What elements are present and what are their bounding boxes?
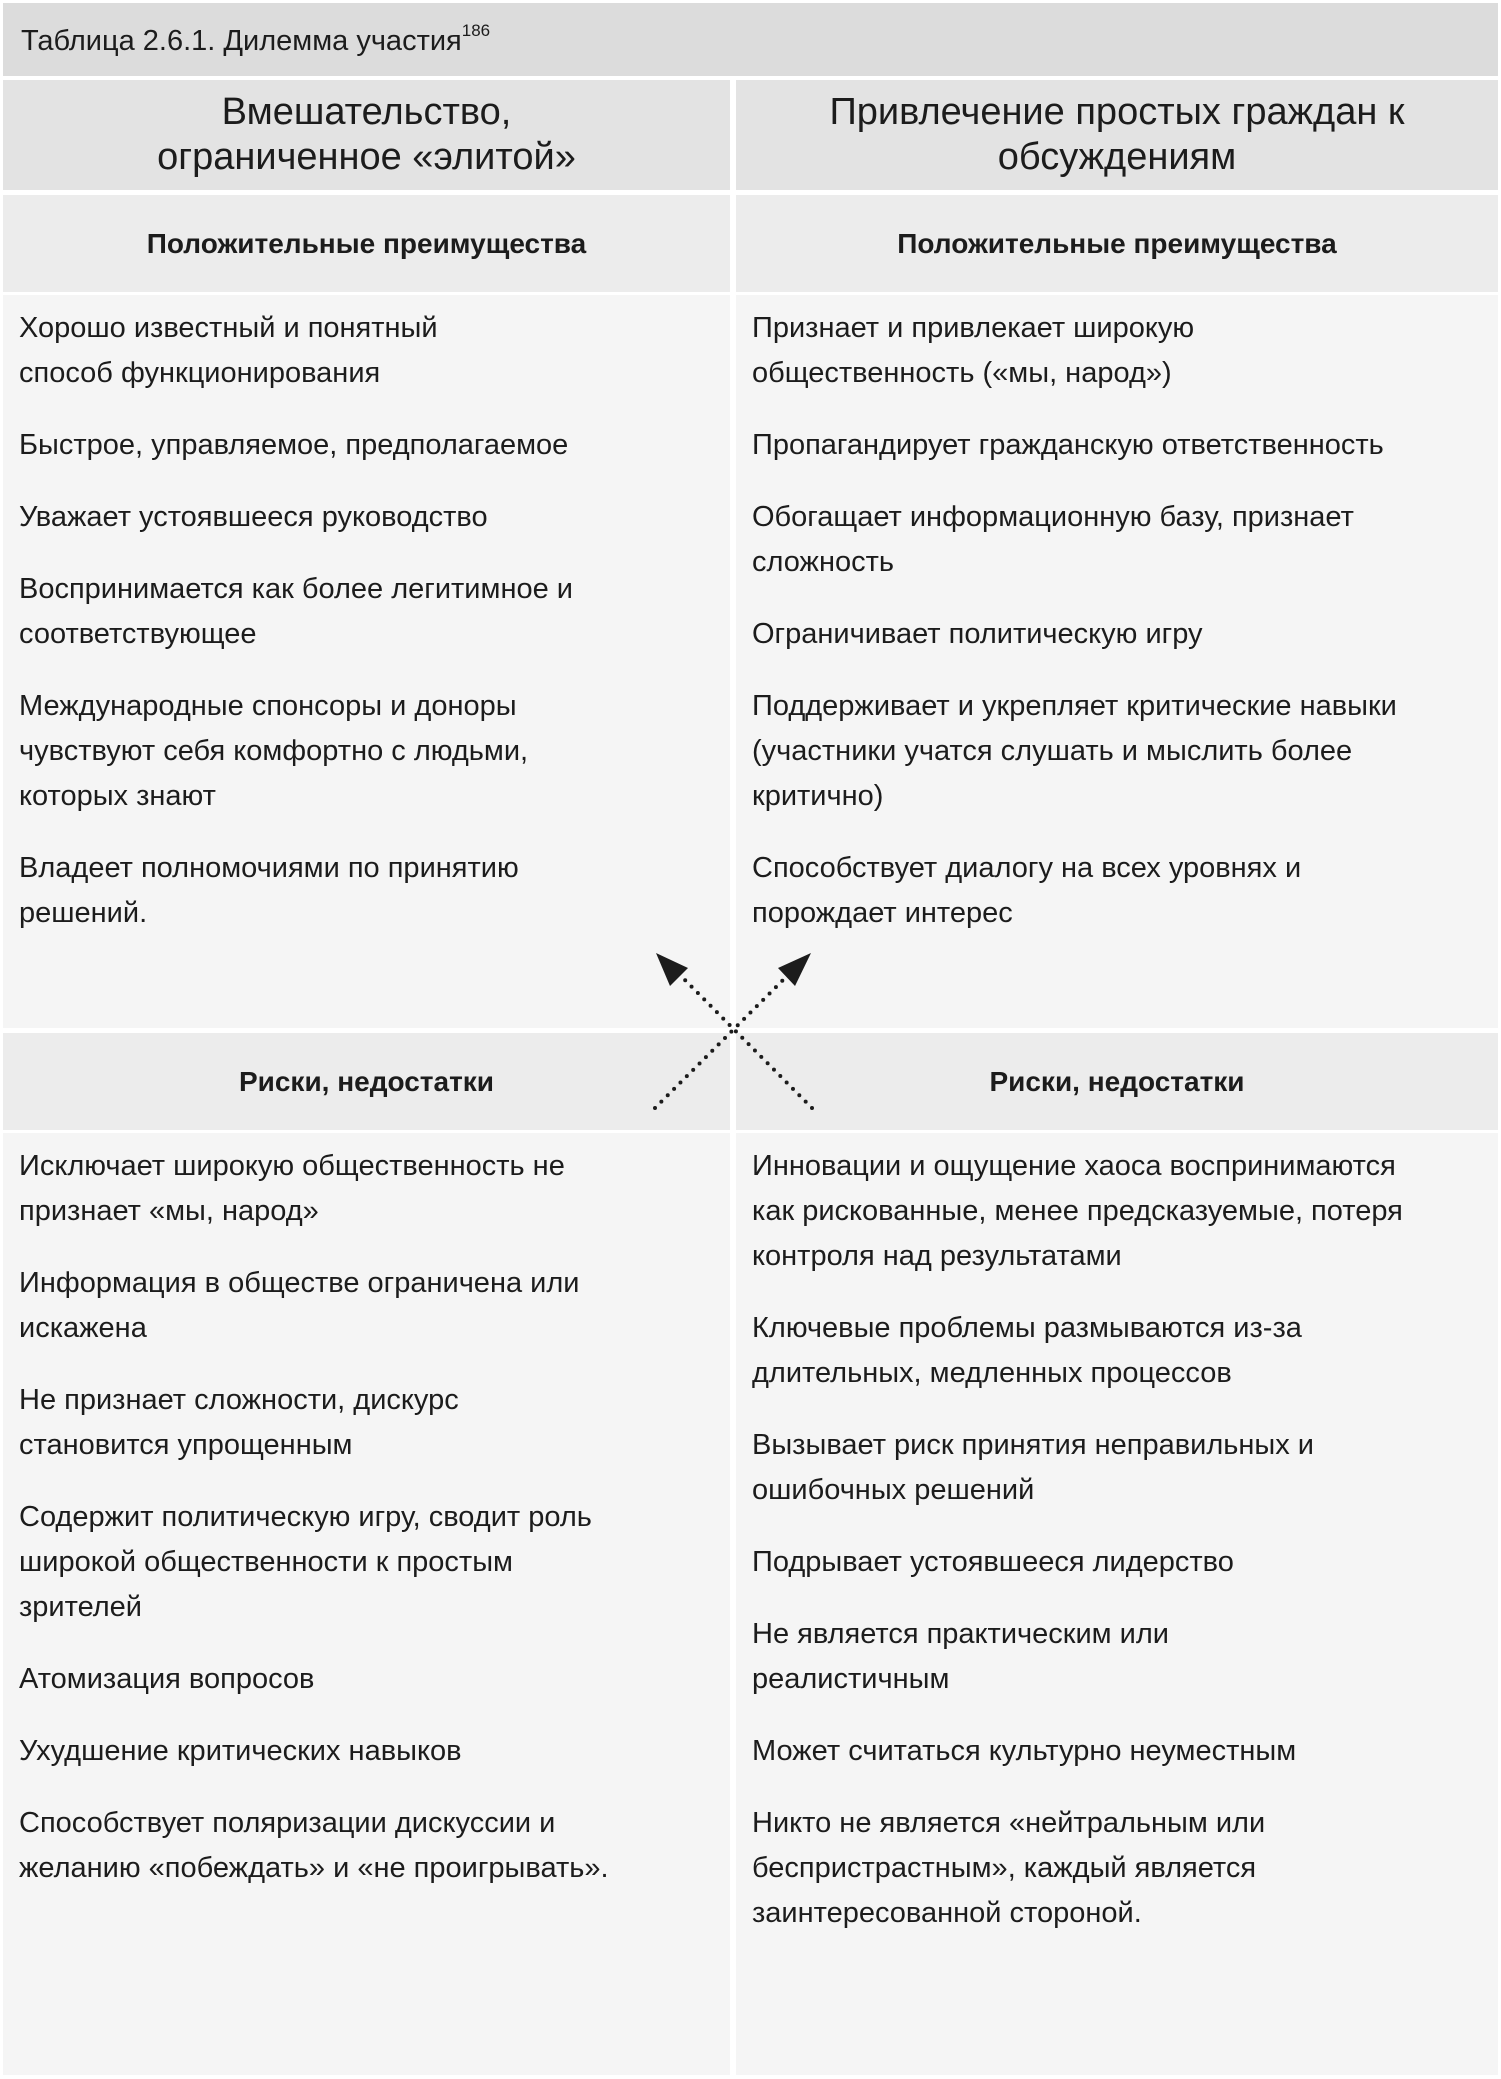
list-item: Хорошо известный и понятный способ функционирования (19, 312, 438, 389)
list-item: Пропагандирует гражданскую ответственность (752, 429, 1384, 461)
risks-header: Риски, недостатки (3, 1033, 730, 1130)
column-header (3, 80, 730, 190)
list-item: Воспринимается как более легитимное и соответствующее (19, 573, 573, 650)
list-item: Не признает сложности, дискурс становится упрощенным (19, 1384, 459, 1461)
column-header-text: Привлечение простых граждан к обсуждениям (829, 91, 1405, 178)
list-item: Содержит политическую игру, сводит роль широкой общественности к простым зрителей (19, 1501, 592, 1623)
list-item: Вызывает риск принятия неправильных и ошибочных решений (752, 1429, 1314, 1506)
list-item: Инновации и ощущение хаоса воспринимаются как рискованные, менее предсказуемые, потеря контроля над результатами (752, 1150, 1403, 1272)
list-item: Обогащает информационную базу, признает сложность (752, 501, 1354, 578)
list-item: Способствует поляризации дискуссии и желанию «побеждать» и «не проигрывать». (19, 1807, 609, 1884)
list-item: Ключевые проблемы размываются из-за длительных, медленных процессов (752, 1312, 1302, 1389)
risks-list (736, 1133, 1498, 2075)
list-item: Способствует диалогу на всех уровнях и порождает интерес (752, 852, 1302, 929)
list-item: Владеет полномочиями по принятию решений. (19, 852, 519, 929)
list-item: Атомизация вопросов (19, 1663, 315, 1695)
table-caption (3, 3, 1498, 76)
column-citizens (736, 80, 1498, 2075)
list-item: Может считаться культурно неуместным (752, 1735, 1297, 1767)
list-item: Ограничивает политическую игру (752, 618, 1203, 650)
column-elite (3, 80, 730, 2075)
list-item: Никто не является «нейтральным или беспристрастным», каждый является заинтересованной стороной. (752, 1807, 1266, 1929)
benefits-header: Положительные преимущества (736, 195, 1498, 292)
column-header-text: Вмешательство, ограниченное «элитой» (157, 91, 576, 178)
list-item: Быстрое, управляемое, предполагаемое (19, 429, 569, 461)
list-item: Международные спонсоры и доноры чувствуют себя комфортно с людьми, которых знают (19, 690, 529, 812)
benefits-list (736, 295, 1498, 1028)
list-item: Исключает широкую общественность не признает «мы, народ» (19, 1150, 565, 1227)
benefits-header: Положительные преимущества (3, 195, 730, 292)
list-item: Информация в обществе ограничена или искажена (19, 1267, 580, 1344)
benefits-list (3, 295, 730, 1028)
list-item: Поддерживает и укрепляет критические навыки (участники учатся слушать и мыслить более критично) (752, 690, 1397, 812)
list-item: Не является практическим или реалистичным (752, 1618, 1169, 1695)
risks-list (3, 1133, 730, 2075)
list-item: Признает и привлекает широкую общественность («мы, народ») (752, 312, 1195, 389)
caption-text: Таблица 2.6.1. Дилемма участия (21, 25, 462, 57)
list-item: Подрывает устоявшееся лидерство (752, 1546, 1234, 1578)
column-header (736, 80, 1498, 190)
footnote-ref: 186 (461, 21, 491, 40)
risks-header: Риски, недостатки (736, 1033, 1498, 1130)
list-item: Ухудшение критических навыков (19, 1735, 462, 1767)
list-item: Уважает устоявшееся руководство (19, 501, 488, 533)
